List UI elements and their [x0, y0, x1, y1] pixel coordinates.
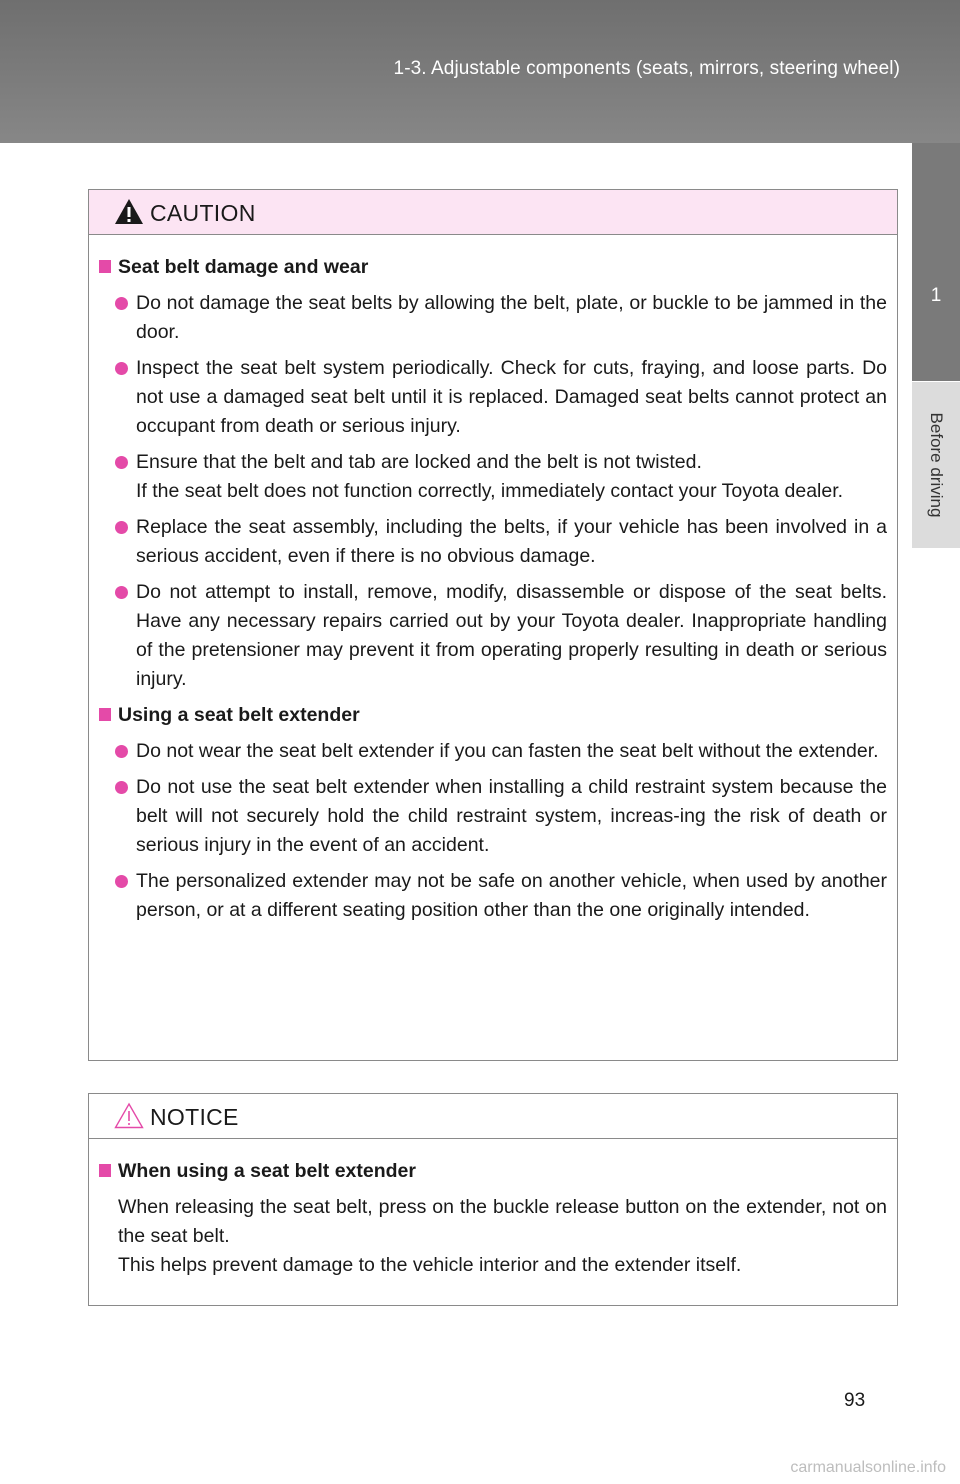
- caution-bullet: [99, 867, 887, 925]
- bullet-text: Do not use the seat belt extender when installing a child restraint system because the belt will not securely hold the child restraint system, increas-ing the risk of death or serious injury in the event of an accident.: [136, 776, 887, 856]
- circle-bullet-icon: [115, 745, 128, 758]
- heading-text: Seat belt damage and wear: [118, 256, 369, 278]
- caution-box: [88, 189, 898, 1061]
- caution-bullet: [99, 578, 887, 694]
- page-number: 93: [844, 1390, 866, 1411]
- circle-bullet-icon: [115, 586, 128, 599]
- warning-triangle-icon: [114, 198, 144, 225]
- bullet-text: Do not attempt to install, remove, modify, disassemble or dispose of the seat belts. Have any necessary repairs carried out by your Toyota dealer. Inappropriate handling of the pretensioner may prevent it from operating properly resulting in death or serious injury.: [136, 581, 887, 690]
- bullet-text: Ensure that the belt and tab are locked and the belt is not twisted.: [136, 451, 702, 473]
- section-header-title: 1-3. Adjustable components (seats, mirrors, steering wheel): [393, 58, 900, 79]
- circle-bullet-icon: [115, 521, 128, 534]
- bullet-text: Inspect the seat belt system periodically. Check for cuts, fraying, and loose parts. Do not use a damaged seat belt until it is replaced. Damaged seat belts cannot protect an occupant from death or serious injury.: [136, 357, 887, 437]
- bullet-text: Do not damage the seat belts by allowing the belt, plate, or buckle to be jammed in the door.: [136, 292, 887, 343]
- circle-bullet-icon: [115, 456, 128, 469]
- side-tab-chapter: [912, 143, 960, 381]
- watermark: carmanualsonline.info: [790, 1459, 946, 1476]
- circle-bullet-icon: [115, 297, 128, 310]
- square-bullet-icon: [99, 708, 111, 721]
- notice-header: [89, 1094, 897, 1139]
- notice-text: [99, 1193, 887, 1280]
- caution-bullet: [99, 773, 887, 860]
- caution-bullet: [99, 448, 887, 506]
- bullet-text: If the seat belt does not function correctly, immediately contact your Toyota dealer.: [136, 480, 844, 502]
- notice-title: NOTICE: [150, 1104, 239, 1130]
- circle-bullet-icon: [115, 781, 128, 794]
- heading-text: When using a seat belt extender: [118, 1160, 416, 1182]
- circle-bullet-icon: [115, 362, 128, 375]
- circle-bullet-icon: [115, 875, 128, 888]
- caution-section-heading: [99, 701, 887, 730]
- bullet-text: Do not wear the seat belt extender if you can fasten the seat belt without the extender.: [136, 740, 879, 762]
- caution-bullet: [99, 737, 887, 766]
- caution-body: [89, 235, 897, 925]
- caution-section-heading: [99, 253, 887, 282]
- notice-paragraph: This helps prevent damage to the vehicle interior and the extender itself.: [118, 1254, 742, 1276]
- caution-header: [89, 190, 897, 235]
- warning-triangle-outline-icon: [114, 1102, 144, 1129]
- caution-title: CAUTION: [150, 200, 256, 226]
- caution-bullet: [99, 513, 887, 571]
- notice-paragraph: When releasing the seat belt, press on the buckle release button on the extender, not on the seat belt.: [118, 1196, 887, 1247]
- heading-text: Using a seat belt extender: [118, 704, 360, 726]
- caution-bullet: [99, 289, 887, 347]
- notice-box: [88, 1093, 898, 1306]
- notice-body: [89, 1139, 897, 1280]
- side-tab-label-box: [912, 382, 960, 548]
- square-bullet-icon: [99, 1164, 111, 1177]
- square-bullet-icon: [99, 260, 111, 273]
- side-tab-label: Before driving: [927, 412, 946, 518]
- bullet-text: Replace the seat assembly, including the belts, if your vehicle has been involved in a serious accident, even if there is no obvious damage.: [136, 516, 887, 567]
- side-tab-number: 1: [930, 285, 942, 306]
- notice-heading: [99, 1157, 887, 1186]
- bullet-text: The personalized extender may not be safe on another vehicle, when used by another person, or at a different seating position other than the one originally intended.: [136, 870, 887, 921]
- caution-bullet: [99, 354, 887, 441]
